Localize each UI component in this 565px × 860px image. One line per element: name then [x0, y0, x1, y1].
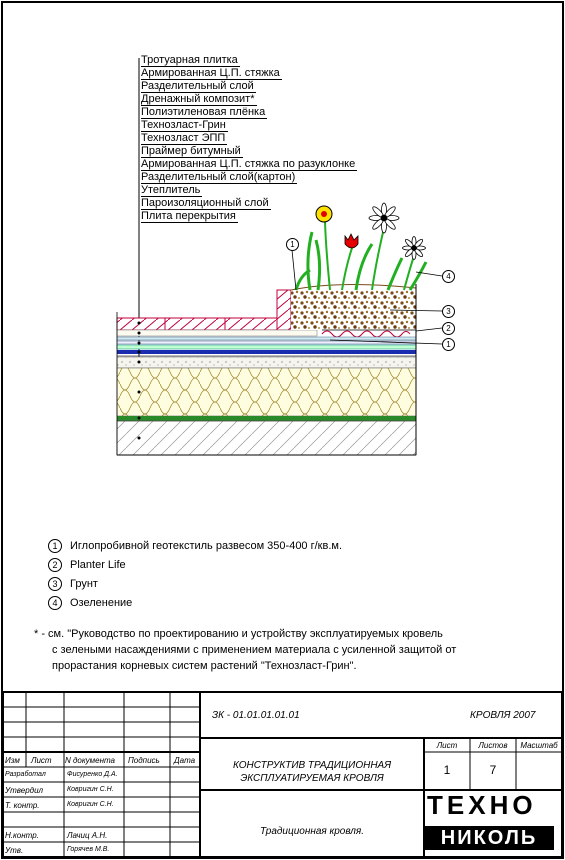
- drawing-series: КРОВЛЯ 2007: [470, 710, 536, 721]
- legend-item: 2 Planter Life: [48, 557, 126, 573]
- role-label: Т. контр.: [5, 801, 40, 810]
- layer-label: Армированная Ц.П. стяжка по разуклонке: [141, 158, 356, 170]
- hdr-date: Дата: [174, 756, 196, 765]
- hdr-izm: Изм: [5, 756, 20, 765]
- hdr-scale: Масштаб: [520, 741, 558, 750]
- plants-illustration: [296, 203, 426, 290]
- role-name: Лачиц А.Н.: [67, 831, 108, 840]
- subtitle: Традиционная кровля.: [259, 826, 364, 837]
- layer-label: Полиэтиленовая плёнка: [141, 106, 266, 118]
- roof-section: [117, 284, 416, 455]
- layer-label: Утеплитель: [141, 184, 201, 196]
- layer-label: Технозласт ЭПП: [141, 132, 226, 144]
- hdr-list: Лист: [31, 756, 52, 765]
- role-name: Фисуренко Д.А.: [67, 771, 118, 778]
- layer-label: Дренажный композит*: [141, 93, 255, 105]
- title-line-1: КОНСТРУКТИВ ТРАДИЦИОННАЯ: [232, 760, 392, 771]
- drawing-code: ЗК - 01.01.01.01.01: [212, 710, 300, 721]
- layer-label: Пароизоляционный слой: [141, 197, 269, 209]
- hdr-sheet: Лист: [436, 741, 458, 750]
- role-label: Разработал: [5, 771, 46, 778]
- callout-4: 4: [442, 270, 455, 283]
- layer-label: Разделительный слой(картон): [141, 171, 296, 183]
- hdr-doc: N документа: [65, 756, 116, 765]
- layer-label: Технозласт-Грин: [141, 119, 226, 131]
- legend-item: 3 Грунт: [48, 576, 98, 592]
- sheet-count: 7: [489, 763, 497, 777]
- hdr-sheets: Листов: [478, 741, 508, 750]
- role-name: Ковригин С.Н.: [67, 801, 114, 808]
- layer-label: Разделительный слой: [141, 80, 254, 92]
- role-label: Утвердил: [5, 786, 44, 795]
- layer-label: Армированная Ц.П. стяжка: [141, 67, 280, 79]
- callout-3: 3: [442, 305, 455, 318]
- title-line-2: ЭКСПЛУАТИРУЕМАЯ КРОВЛЯ: [240, 773, 384, 784]
- sheet-number: 1: [443, 763, 451, 777]
- role-label: Н.контр.: [5, 831, 39, 840]
- callout-1: 1: [442, 338, 455, 351]
- hdr-sign: Подпись: [128, 756, 160, 765]
- footnote: * - см. "Руководство по проектированию и устройству эксплуатируемых кровель с зелеными насаждениями с применением материала с усиленной защитой от прорастания корневых систем растений "Технозласт-Грин".: [34, 628, 457, 672]
- brand-logo-top: ТЕХНО: [427, 790, 537, 820]
- layer-label: Плита перекрытия: [141, 210, 236, 222]
- callout-2: 2: [442, 322, 455, 335]
- legend-item: 4 Озеленение: [48, 595, 132, 611]
- role-name: Ковригин С.Н.: [67, 786, 114, 793]
- legend-item: 1 Иглопробивной геотекстиль развесом 350-400 г/кв.м.: [48, 538, 342, 554]
- layer-label: Праймер битумный: [141, 145, 241, 157]
- layer-label: Тротуарная плитка: [141, 54, 238, 66]
- callout-1-top: 1: [286, 238, 299, 251]
- role-name: Горячев М.В.: [67, 846, 110, 853]
- role-label: Утв.: [5, 846, 24, 855]
- brand-logo-bottom: НИКОЛЬ: [424, 826, 554, 850]
